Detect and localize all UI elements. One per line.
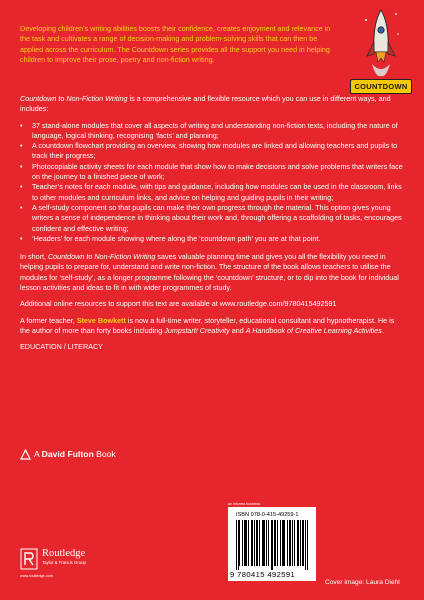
barcode-bar [244,520,245,566]
author-name: Steve Bowkett [76,315,126,325]
barcode-bar [248,520,249,566]
rocket-icon [360,8,402,80]
barcode-bar [283,520,284,566]
routledge-subtitle: Taylor & Francis Group [42,560,86,565]
author-book-1: Jumpstart! Creativity [164,325,230,335]
barcode-bar [264,520,265,566]
logo-label: COUNTDOWN [350,79,412,94]
barcode-bar [289,520,290,566]
summary-book-title: Countdown to Non-Fiction Writing [47,252,156,262]
list-item-text: Teacher’s notes for each module, with tips and guidance, including how modules can be used in the classroom, links to other modules and curriculum links, and advice on helping and guiding pupils in their writing; [32,182,402,202]
book-title: Countdown to Non-Fiction Writing [20,94,128,103]
routledge-url: www.routledge.com [20,574,54,578]
bullet-icon: • [20,202,23,212]
barcode-bar [300,520,301,566]
author-book-2: A Handbook of Creative Learning Activities [245,325,382,335]
barcode-bar [242,520,243,566]
barcode-bar [297,520,298,566]
intro-paragraph: Developing children’s writing abilities boosts their confidence, creates enjoyment and relevance in the task and cultivates a range of decision-making and problem-solving skills that can then be applied across the curriculum. The Countdown series provides all the support you need in helping children to improve their prose, poetry and non-fiction writing. [20,24,331,64]
list-item-text: A countdown flowchart providing an overview, showing how modules are linked and allowing teachers and pupils to track their progress; [32,141,398,161]
routledge-name: Routledge [42,548,86,559]
list-item-text: A self-study component so that pupils can make their own progress through the material. This option gives young writers a sense of independence in thinking about their work and, through offering a scaffolding of tasks, encourages confident and effective writing; [32,202,402,233]
barcode-bar [277,520,278,566]
barcode-bar [303,520,304,566]
barcode-bar [284,520,285,566]
barcode-bar [282,520,283,566]
barcode-bar [298,520,299,566]
publisher-suffix: Book [93,449,116,459]
publisher-prefix: A [34,449,42,459]
isbn-barcode [228,502,316,581]
barcode-bar [236,520,237,570]
isbn-label: ISBN 978-0-415-49259-1 [236,512,299,518]
summary-start: In short, [20,252,48,262]
bullet-icon: • [20,120,23,130]
barcode-bar [275,520,276,566]
barcode-bar [287,520,288,566]
list-item [20,234,404,244]
barcode-bar [259,520,260,566]
barcode-bar [274,520,275,566]
barcode-tag: an informa business [228,502,261,506]
barcode-bar [271,520,272,570]
summary-text: saves valuable planning time and gives you all the flexibility you need in helping pupils to prepare for, understand and write non-fiction. The structure of the book allows teachers to utilise the modules for ‘self-study’, as a longer programme following the ‘countdown’ structure, or to dip into the book for individual lesson activities and ideas to fit in with wider programmes of study. [20,252,399,293]
list-item [20,141,404,162]
list-item [20,162,404,183]
list-item [20,121,404,142]
barcode-bar [251,520,252,566]
bullet-icon: • [20,182,23,192]
description-lead-text: is a comprehensive and flexible resource which you can use in different ways, and includes: [20,94,391,114]
author-bio-start: A former teacher, [20,315,77,325]
list-item [20,203,404,234]
bullet-icon: • [20,161,23,171]
barcode-bar [290,520,291,566]
description-block [20,94,404,359]
list-item-text: Photocopiable activity sheets for each module that show how to make decisions and solve problems that writers face on the journey to a finished piece of work; [32,161,403,182]
barcode-bar [305,520,306,570]
routledge-logo [20,545,110,579]
barcode-bar [257,520,258,566]
list-item-text: ‘Headers’ for each module showing where along the ‘countdown path’ you are at that point. [32,233,321,243]
cover-credit: Cover image: Laura Diehl [325,579,400,586]
barcode-bar [262,520,263,566]
barcode-bar [272,520,273,570]
barcode-bar [256,520,257,566]
barcode-bar [292,520,293,566]
barcode-bar [245,520,246,566]
barcode-graphic [236,520,308,570]
barcode-number: 9 780415 492591 [230,570,296,579]
barcode-bar [238,520,239,570]
barcode-bar [246,520,247,566]
barcode-bar [302,520,303,566]
david-fulton-logo-icon [20,449,31,460]
bullet-icon: • [20,141,23,151]
barcode-bar [294,520,295,566]
list-item [20,182,404,203]
bullet-icon: • [20,233,23,243]
barcode-bar [268,520,269,566]
routledge-icon [20,548,38,570]
countdown-logo [350,8,412,94]
barcode-bar [252,520,253,566]
author-bio-and: and [229,325,246,335]
author-bio-middle: is now a full-time writer, storyteller, educational consultant and hypnotherapist. He is the author of more than forty books including [20,315,395,335]
barcode-bar [307,520,308,570]
list-item-text: 37 stand-alone modules that cover all aspects of writing and understanding non-fiction texts, including the nature of language, logical thinking, recognising ‘facts’ and planning; [32,120,398,140]
publisher-imprint [20,447,140,461]
barcode-bar [263,520,264,566]
barcode-bar [280,520,281,566]
resources-paragraph: Additional online resources to support this text are available at www.routledge.com/9780415492591 [20,299,337,309]
author-bio [20,316,404,337]
description-lead [20,94,404,115]
barcode-bar [254,520,255,566]
feature-list [20,121,404,245]
summary-paragraph [20,252,404,293]
barcode-bar [239,520,240,566]
category-label: EDUCATION / LITERACY [20,342,103,352]
author-bio-end: . [381,325,384,335]
publisher-name: David Fulton [41,449,94,459]
barcode-bar [266,520,267,566]
